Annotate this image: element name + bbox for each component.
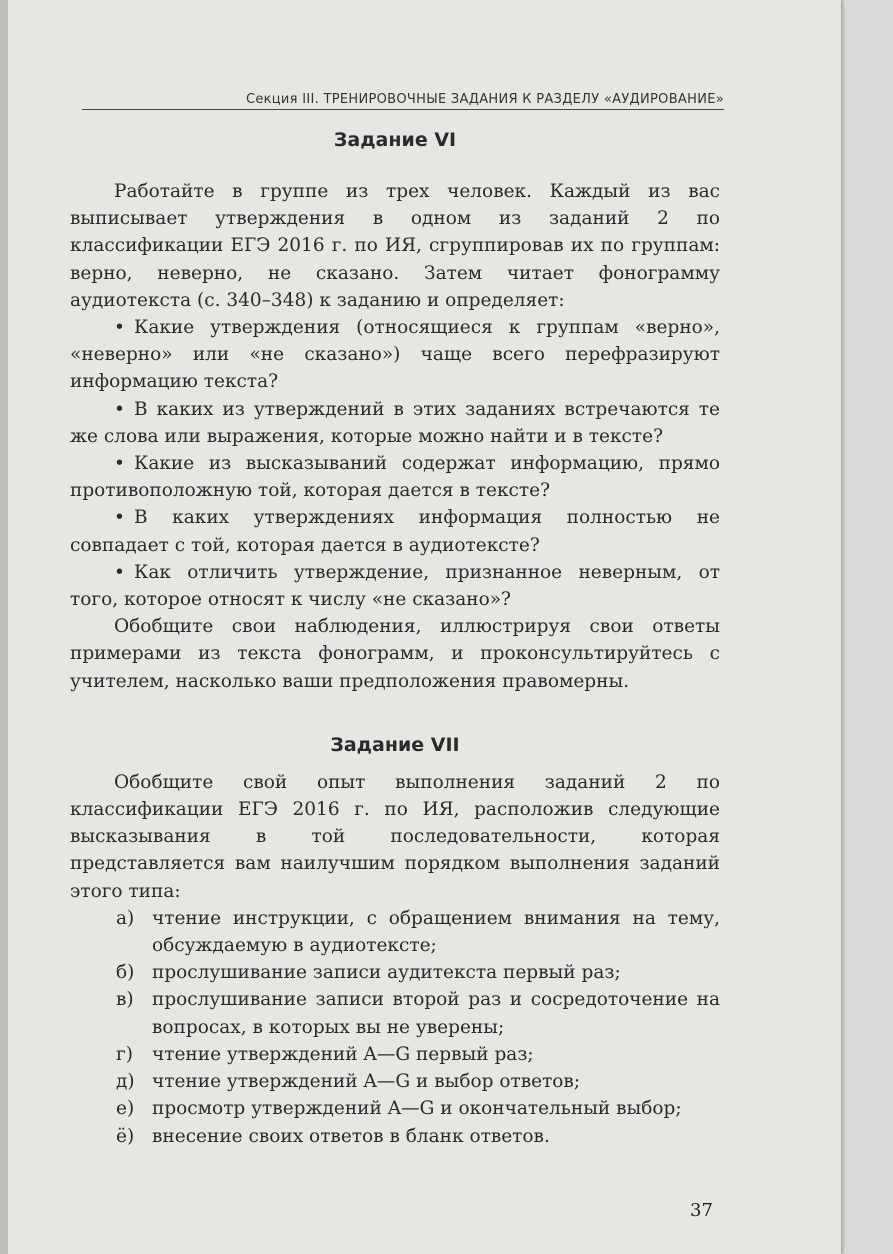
- task7-title: Задание VII: [330, 733, 460, 756]
- list-item: [70, 1068, 720, 1095]
- bullet-icon: •: [114, 398, 125, 420]
- list-item-text: просмотр утверждений A—G и окончательный выбор;: [152, 1098, 682, 1120]
- list-item: [70, 905, 720, 959]
- task6-bullet-text: Какие утверждения (относящиеся к группам «верно», «неверно» или «не сказано») чаще всего перефразируют информацию текста?: [70, 317, 720, 393]
- list-item-text: прослушивание записи аудитекста первый раз;: [152, 962, 621, 984]
- task7-intro: Обобщите свой опыт выполнения заданий 2 по классификации ЕГЭ 2016 г. по ИЯ, расположив следующие высказывания в той последовательности, которая представляется вам наилучшим порядком выполнения заданий этого типа:: [70, 771, 720, 902]
- page-number: 37: [690, 1200, 713, 1221]
- list-item-text: чтение инструкции, с обращением внимания на тему, обсуждаемую в аудиотексте;: [152, 907, 720, 957]
- task6-bullet-text: В каких утверждениях информация полностью не совпадает с той, которая дается в аудиотексте?: [70, 507, 720, 556]
- list-item-letter: в): [116, 989, 134, 1011]
- task6-bullet-1: [70, 314, 720, 396]
- list-item-letter: е): [116, 1098, 135, 1120]
- list-item: [70, 986, 720, 1040]
- list-item-letter: б): [116, 962, 135, 984]
- task6-bullet-text: В каких из утверждений в этих заданиях встречаются те же слова или выражения, которые можно найти и в тексте?: [70, 398, 720, 447]
- list-item: [70, 1095, 720, 1122]
- bullet-icon: •: [114, 453, 125, 475]
- bullet-icon: •: [114, 317, 125, 339]
- task7-list: [70, 905, 720, 1150]
- bullet-icon: •: [114, 507, 125, 529]
- task6-bullet-2: [70, 396, 720, 450]
- task6-bullet-4: [70, 504, 720, 558]
- task6-intro: Работайте в группе из трех человек. Каждый из вас выписывает утверждения в одном из заданий 2 по классификации ЕГЭ 2016 г. по ИЯ, сгруппировав их по группам: верно, неверно, не сказано. Затем читает фонограмму аудиотекста (с. 340–348) к заданию и определяет:: [70, 181, 720, 311]
- task6-bullet-text: Как отличить утверждение, признанное неверным, от того, которое относят к числу «не сказано»?: [70, 561, 720, 611]
- running-head: Секция III. ТРЕНИРОВОЧНЫЕ ЗАДАНИЯ К РАЗДЕЛУ «АУДИРОВАНИЕ»: [82, 92, 724, 110]
- list-item-text: чтение утверждений A—G первый раз;: [152, 1043, 534, 1065]
- list-item-text: внесение своих ответов в бланк ответов.: [152, 1125, 550, 1147]
- list-item-letter: д): [116, 1071, 135, 1093]
- bullet-icon: •: [114, 561, 125, 583]
- list-item-letter: г): [116, 1043, 133, 1065]
- list-item-letter: ё): [116, 1125, 135, 1147]
- task6-conclusion: Обобщите свои наблюдения, иллюстрируя свои ответы примерами из текста фонограмм, и проконсультируйтесь с учителем, насколько ваши предположения правомерны.: [70, 616, 720, 692]
- list-item: [70, 959, 720, 986]
- list-item-text: прослушивание записи второй раз и сосредоточение на вопросах, в которых вы не уверены;: [152, 989, 720, 1038]
- list-item: [70, 1123, 720, 1150]
- task6-bullet-3: [70, 450, 720, 504]
- page-content: [70, 126, 720, 1150]
- page-edge: [0, 0, 8, 1254]
- task6-bullet-5: [70, 559, 720, 613]
- list-item-text: чтение утверждений A—G и выбор ответов;: [152, 1071, 581, 1093]
- task6-bullet-text: Какие из высказываний содержат информацию, прямо противоположную той, которая дается в тексте?: [70, 453, 720, 502]
- list-item-letter: а): [116, 907, 135, 929]
- list-item: [70, 1041, 720, 1068]
- task6-title: Задание VI: [333, 129, 457, 151]
